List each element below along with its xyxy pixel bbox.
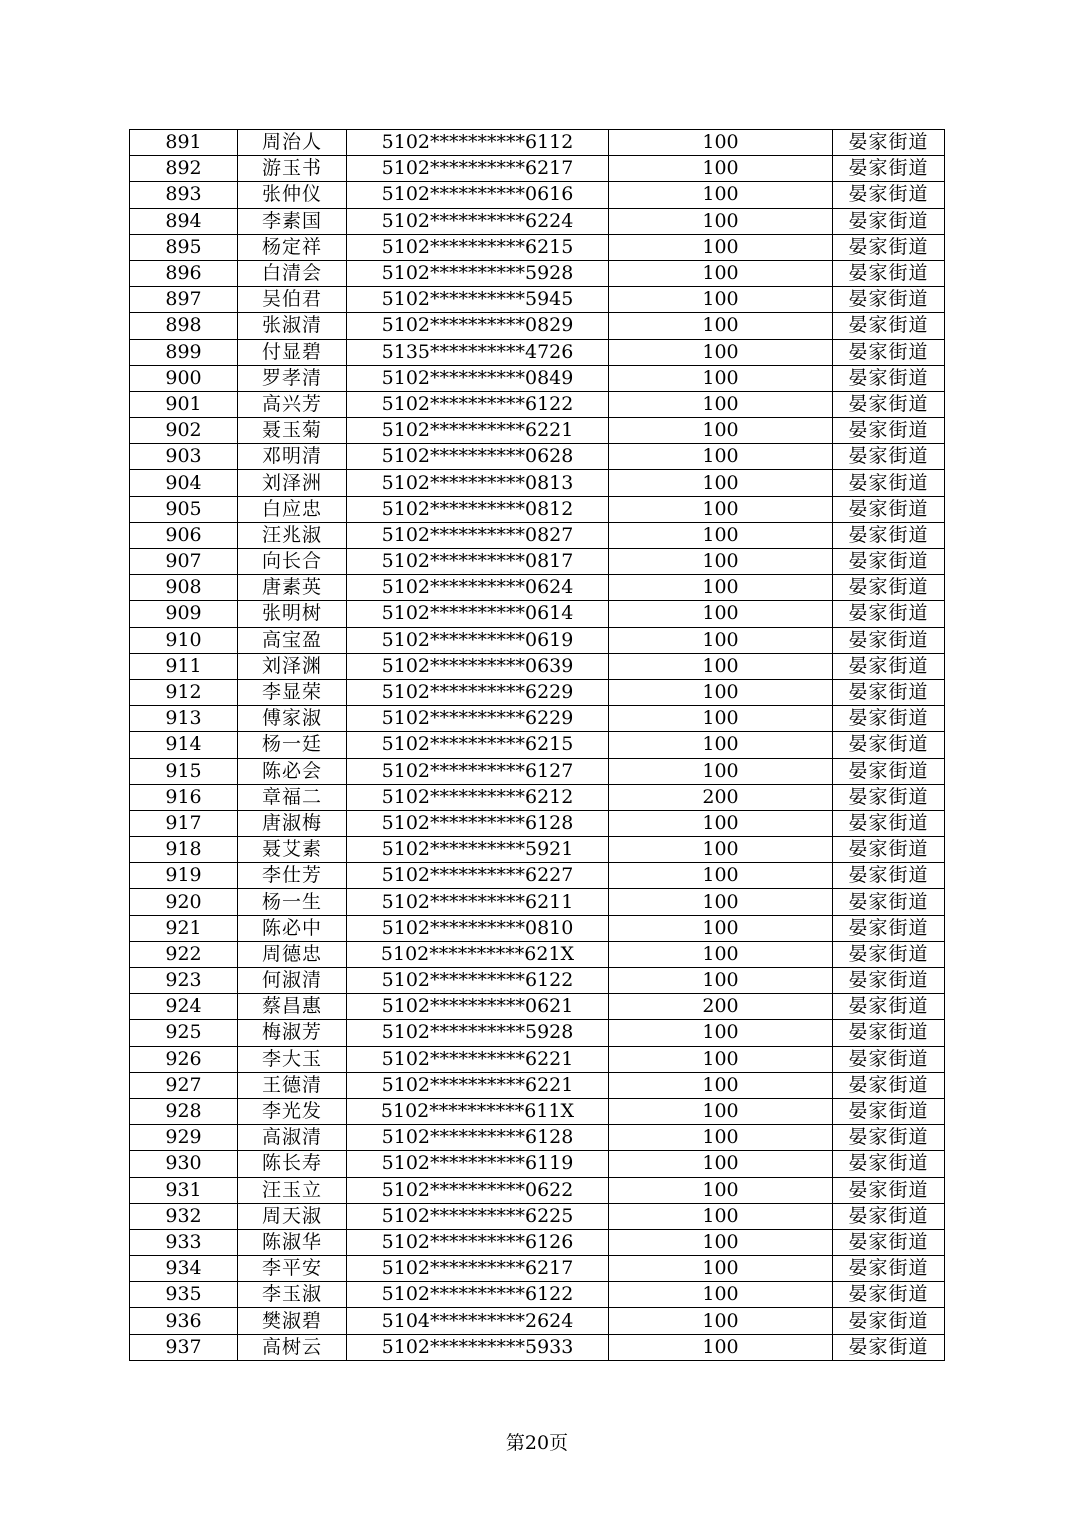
id-number-cell: 5102**********0813 <box>347 470 609 496</box>
amount-cell: 100 <box>609 941 833 967</box>
row-number-cell: 927 <box>130 1072 238 1098</box>
table-row <box>130 130 945 156</box>
table-row <box>130 837 945 863</box>
name-cell: 杨一廷 <box>238 732 347 758</box>
table-row <box>130 444 945 470</box>
row-number-cell: 895 <box>130 234 238 260</box>
table-row <box>130 758 945 784</box>
id-number-cell: 5102**********0619 <box>347 627 609 653</box>
row-number-cell: 933 <box>130 1229 238 1255</box>
id-number-cell: 5102**********6215 <box>347 234 609 260</box>
street-cell: 晏家街道 <box>833 444 945 470</box>
row-number-cell: 934 <box>130 1256 238 1282</box>
amount-cell: 100 <box>609 1125 833 1151</box>
id-number-cell: 5102**********6122 <box>347 968 609 994</box>
table-row <box>130 915 945 941</box>
street-cell: 晏家街道 <box>833 260 945 286</box>
street-cell: 晏家街道 <box>833 313 945 339</box>
amount-cell: 100 <box>609 156 833 182</box>
street-cell: 晏家街道 <box>833 1046 945 1072</box>
row-number-cell: 917 <box>130 810 238 836</box>
name-cell: 刘泽渊 <box>238 653 347 679</box>
amount-cell: 100 <box>609 522 833 548</box>
id-number-cell: 5102**********6229 <box>347 679 609 705</box>
name-cell: 傅家淑 <box>238 706 347 732</box>
row-number-cell: 909 <box>130 601 238 627</box>
id-number-cell: 5102**********0849 <box>347 365 609 391</box>
table-row <box>130 1229 945 1255</box>
amount-cell: 100 <box>609 758 833 784</box>
street-cell: 晏家街道 <box>833 968 945 994</box>
id-number-cell: 5102**********611X <box>347 1098 609 1124</box>
row-number-cell: 924 <box>130 994 238 1020</box>
row-number-cell: 918 <box>130 837 238 863</box>
street-cell: 晏家街道 <box>833 994 945 1020</box>
roster-table-body <box>130 130 945 1361</box>
row-number-cell: 911 <box>130 653 238 679</box>
amount-cell: 200 <box>609 784 833 810</box>
id-number-cell: 5102**********0622 <box>347 1177 609 1203</box>
table-row <box>130 1046 945 1072</box>
street-cell: 晏家街道 <box>833 234 945 260</box>
street-cell: 晏家街道 <box>833 1151 945 1177</box>
street-cell: 晏家街道 <box>833 391 945 417</box>
id-number-cell: 5102**********6212 <box>347 784 609 810</box>
row-number-cell: 925 <box>130 1020 238 1046</box>
row-number-cell: 912 <box>130 679 238 705</box>
id-number-cell: 5102**********0812 <box>347 496 609 522</box>
table-row <box>130 182 945 208</box>
street-cell: 晏家街道 <box>833 339 945 365</box>
street-cell: 晏家街道 <box>833 1282 945 1308</box>
street-cell: 晏家街道 <box>833 496 945 522</box>
id-number-cell: 5102**********6122 <box>347 1282 609 1308</box>
table-row <box>130 679 945 705</box>
street-cell: 晏家街道 <box>833 208 945 234</box>
table-row <box>130 1098 945 1124</box>
street-cell: 晏家街道 <box>833 679 945 705</box>
id-number-cell: 5102**********6221 <box>347 1046 609 1072</box>
name-cell: 邓明清 <box>238 444 347 470</box>
name-cell: 梅淑芳 <box>238 1020 347 1046</box>
row-number-cell: 931 <box>130 1177 238 1203</box>
row-number-cell: 900 <box>130 365 238 391</box>
amount-cell: 100 <box>609 627 833 653</box>
roster-table <box>129 129 945 1361</box>
street-cell: 晏家街道 <box>833 889 945 915</box>
street-cell: 晏家街道 <box>833 470 945 496</box>
id-number-cell: 5102**********6217 <box>347 156 609 182</box>
amount-cell: 100 <box>609 234 833 260</box>
row-number-cell: 928 <box>130 1098 238 1124</box>
street-cell: 晏家街道 <box>833 941 945 967</box>
table-row <box>130 1125 945 1151</box>
table-row <box>130 575 945 601</box>
table-row <box>130 1334 945 1360</box>
name-cell: 汪兆淑 <box>238 522 347 548</box>
name-cell: 周天淑 <box>238 1203 347 1229</box>
name-cell: 李光发 <box>238 1098 347 1124</box>
row-number-cell: 903 <box>130 444 238 470</box>
id-number-cell: 5102**********6225 <box>347 1203 609 1229</box>
amount-cell: 100 <box>609 260 833 286</box>
amount-cell: 100 <box>609 810 833 836</box>
name-cell: 高兴芳 <box>238 391 347 417</box>
amount-cell: 200 <box>609 994 833 1020</box>
name-cell: 白应忠 <box>238 496 347 522</box>
amount-cell: 100 <box>609 496 833 522</box>
amount-cell: 100 <box>609 837 833 863</box>
table-row <box>130 522 945 548</box>
table-row <box>130 968 945 994</box>
street-cell: 晏家街道 <box>833 732 945 758</box>
id-number-cell: 5102**********6221 <box>347 418 609 444</box>
amount-cell: 100 <box>609 706 833 732</box>
table-row <box>130 234 945 260</box>
name-cell: 陈必会 <box>238 758 347 784</box>
row-number-cell: 919 <box>130 863 238 889</box>
name-cell: 张淑清 <box>238 313 347 339</box>
amount-cell: 100 <box>609 1334 833 1360</box>
amount-cell: 100 <box>609 1203 833 1229</box>
street-cell: 晏家街道 <box>833 156 945 182</box>
name-cell: 陈淑华 <box>238 1229 347 1255</box>
id-number-cell: 5102**********5933 <box>347 1334 609 1360</box>
table-row <box>130 391 945 417</box>
street-cell: 晏家街道 <box>833 915 945 941</box>
table-row <box>130 313 945 339</box>
table-row <box>130 653 945 679</box>
street-cell: 晏家街道 <box>833 365 945 391</box>
amount-cell: 100 <box>609 1151 833 1177</box>
row-number-cell: 915 <box>130 758 238 784</box>
row-number-cell: 901 <box>130 391 238 417</box>
street-cell: 晏家街道 <box>833 1334 945 1360</box>
name-cell: 陈长寿 <box>238 1151 347 1177</box>
amount-cell: 100 <box>609 889 833 915</box>
id-number-cell: 5102**********621X <box>347 941 609 967</box>
name-cell: 高宝盈 <box>238 627 347 653</box>
street-cell: 晏家街道 <box>833 1308 945 1334</box>
id-number-cell: 5102**********6126 <box>347 1229 609 1255</box>
amount-cell: 100 <box>609 1256 833 1282</box>
name-cell: 吴伯君 <box>238 287 347 313</box>
row-number-cell: 894 <box>130 208 238 234</box>
amount-cell: 100 <box>609 601 833 627</box>
table-row <box>130 365 945 391</box>
street-cell: 晏家街道 <box>833 837 945 863</box>
row-number-cell: 896 <box>130 260 238 286</box>
name-cell: 白清会 <box>238 260 347 286</box>
id-number-cell: 5102**********5945 <box>347 287 609 313</box>
id-number-cell: 5102**********6122 <box>347 391 609 417</box>
name-cell: 李大玉 <box>238 1046 347 1072</box>
name-cell: 周德忠 <box>238 941 347 967</box>
id-number-cell: 5102**********0829 <box>347 313 609 339</box>
amount-cell: 100 <box>609 365 833 391</box>
street-cell: 晏家街道 <box>833 1020 945 1046</box>
amount-cell: 100 <box>609 287 833 313</box>
name-cell: 聂玉菊 <box>238 418 347 444</box>
row-number-cell: 937 <box>130 1334 238 1360</box>
table-row <box>130 1256 945 1282</box>
name-cell: 章福二 <box>238 784 347 810</box>
name-cell: 李仕芳 <box>238 863 347 889</box>
street-cell: 晏家街道 <box>833 810 945 836</box>
name-cell: 高树云 <box>238 1334 347 1360</box>
id-number-cell: 5102**********6227 <box>347 863 609 889</box>
table-row <box>130 601 945 627</box>
name-cell: 罗孝清 <box>238 365 347 391</box>
table-row <box>130 889 945 915</box>
id-number-cell: 5102**********6112 <box>347 130 609 156</box>
id-number-cell: 5102**********0624 <box>347 575 609 601</box>
row-number-cell: 932 <box>130 1203 238 1229</box>
street-cell: 晏家街道 <box>833 522 945 548</box>
street-cell: 晏家街道 <box>833 653 945 679</box>
id-number-cell: 5104**********2624 <box>347 1308 609 1334</box>
table-row <box>130 1177 945 1203</box>
id-number-cell: 5102**********6215 <box>347 732 609 758</box>
street-cell: 晏家街道 <box>833 1203 945 1229</box>
table-row <box>130 863 945 889</box>
table-row <box>130 994 945 1020</box>
table-row <box>130 810 945 836</box>
id-number-cell: 5102**********0639 <box>347 653 609 679</box>
table-row <box>130 208 945 234</box>
amount-cell: 100 <box>609 1020 833 1046</box>
row-number-cell: 914 <box>130 732 238 758</box>
name-cell: 杨定祥 <box>238 234 347 260</box>
row-number-cell: 906 <box>130 522 238 548</box>
street-cell: 晏家街道 <box>833 418 945 444</box>
table-row <box>130 1151 945 1177</box>
name-cell: 周治人 <box>238 130 347 156</box>
name-cell: 游玉书 <box>238 156 347 182</box>
table-row <box>130 496 945 522</box>
name-cell: 汪玉立 <box>238 1177 347 1203</box>
amount-cell: 100 <box>609 549 833 575</box>
row-number-cell: 926 <box>130 1046 238 1072</box>
row-number-cell: 929 <box>130 1125 238 1151</box>
amount-cell: 100 <box>609 339 833 365</box>
row-number-cell: 913 <box>130 706 238 732</box>
id-number-cell: 5102**********6221 <box>347 1072 609 1098</box>
street-cell: 晏家街道 <box>833 1177 945 1203</box>
page-number: 第20页 <box>505 1432 569 1454</box>
amount-cell: 100 <box>609 653 833 679</box>
amount-cell: 100 <box>609 1229 833 1255</box>
street-cell: 晏家街道 <box>833 758 945 784</box>
table-row <box>130 1020 945 1046</box>
name-cell: 刘泽洲 <box>238 470 347 496</box>
table-row <box>130 941 945 967</box>
id-number-cell: 5102**********6224 <box>347 208 609 234</box>
street-cell: 晏家街道 <box>833 863 945 889</box>
amount-cell: 100 <box>609 391 833 417</box>
amount-cell: 100 <box>609 313 833 339</box>
row-number-cell: 922 <box>130 941 238 967</box>
name-cell: 陈必中 <box>238 915 347 941</box>
amount-cell: 100 <box>609 1046 833 1072</box>
name-cell: 高淑清 <box>238 1125 347 1151</box>
id-number-cell: 5102**********0614 <box>347 601 609 627</box>
amount-cell: 100 <box>609 1072 833 1098</box>
row-number-cell: 898 <box>130 313 238 339</box>
name-cell: 李玉淑 <box>238 1282 347 1308</box>
table-row <box>130 470 945 496</box>
name-cell: 唐淑梅 <box>238 810 347 836</box>
name-cell: 何淑清 <box>238 968 347 994</box>
amount-cell: 100 <box>609 470 833 496</box>
amount-cell: 100 <box>609 444 833 470</box>
name-cell: 樊淑碧 <box>238 1308 347 1334</box>
id-number-cell: 5102**********6128 <box>347 1125 609 1151</box>
row-number-cell: 899 <box>130 339 238 365</box>
row-number-cell: 892 <box>130 156 238 182</box>
street-cell: 晏家街道 <box>833 1256 945 1282</box>
table-row <box>130 549 945 575</box>
id-number-cell: 5102**********0827 <box>347 522 609 548</box>
amount-cell: 100 <box>609 968 833 994</box>
id-number-cell: 5135**********4726 <box>347 339 609 365</box>
id-number-cell: 5102**********0621 <box>347 994 609 1020</box>
table-row <box>130 287 945 313</box>
street-cell: 晏家街道 <box>833 182 945 208</box>
street-cell: 晏家街道 <box>833 575 945 601</box>
row-number-cell: 930 <box>130 1151 238 1177</box>
row-number-cell: 936 <box>130 1308 238 1334</box>
table-row <box>130 706 945 732</box>
id-number-cell: 5102**********0616 <box>347 182 609 208</box>
table-row <box>130 156 945 182</box>
amount-cell: 100 <box>609 1177 833 1203</box>
id-number-cell: 5102**********0628 <box>347 444 609 470</box>
id-number-cell: 5102**********6229 <box>347 706 609 732</box>
amount-cell: 100 <box>609 1098 833 1124</box>
amount-cell: 100 <box>609 863 833 889</box>
name-cell: 张明树 <box>238 601 347 627</box>
name-cell: 付显碧 <box>238 339 347 365</box>
table-row <box>130 260 945 286</box>
amount-cell: 100 <box>609 418 833 444</box>
street-cell: 晏家街道 <box>833 1125 945 1151</box>
row-number-cell: 910 <box>130 627 238 653</box>
name-cell: 王德清 <box>238 1072 347 1098</box>
street-cell: 晏家街道 <box>833 627 945 653</box>
name-cell: 唐素英 <box>238 575 347 601</box>
row-number-cell: 923 <box>130 968 238 994</box>
name-cell: 蔡昌惠 <box>238 994 347 1020</box>
amount-cell: 100 <box>609 130 833 156</box>
row-number-cell: 907 <box>130 549 238 575</box>
row-number-cell: 908 <box>130 575 238 601</box>
street-cell: 晏家街道 <box>833 706 945 732</box>
id-number-cell: 5102**********5928 <box>347 260 609 286</box>
amount-cell: 100 <box>609 732 833 758</box>
table-row <box>130 339 945 365</box>
name-cell: 李素国 <box>238 208 347 234</box>
id-number-cell: 5102**********6128 <box>347 810 609 836</box>
table-row <box>130 784 945 810</box>
street-cell: 晏家街道 <box>833 784 945 810</box>
name-cell: 聂艾素 <box>238 837 347 863</box>
table-row <box>130 627 945 653</box>
id-number-cell: 5102**********6119 <box>347 1151 609 1177</box>
row-number-cell: 891 <box>130 130 238 156</box>
id-number-cell: 5102**********0817 <box>347 549 609 575</box>
row-number-cell: 920 <box>130 889 238 915</box>
row-number-cell: 902 <box>130 418 238 444</box>
table-row <box>130 1282 945 1308</box>
amount-cell: 100 <box>609 679 833 705</box>
id-number-cell: 5102**********0810 <box>347 915 609 941</box>
amount-cell: 100 <box>609 1282 833 1308</box>
name-cell: 张仲仪 <box>238 182 347 208</box>
amount-cell: 100 <box>609 182 833 208</box>
row-number-cell: 935 <box>130 1282 238 1308</box>
id-number-cell: 5102**********6127 <box>347 758 609 784</box>
name-cell: 李显荣 <box>238 679 347 705</box>
name-cell: 向长合 <box>238 549 347 575</box>
street-cell: 晏家街道 <box>833 549 945 575</box>
row-number-cell: 921 <box>130 915 238 941</box>
amount-cell: 100 <box>609 575 833 601</box>
id-number-cell: 5102**********5921 <box>347 837 609 863</box>
amount-cell: 100 <box>609 208 833 234</box>
street-cell: 晏家街道 <box>833 1072 945 1098</box>
table-row <box>130 418 945 444</box>
row-number-cell: 897 <box>130 287 238 313</box>
table-row <box>130 1308 945 1334</box>
street-cell: 晏家街道 <box>833 287 945 313</box>
id-number-cell: 5102**********5928 <box>347 1020 609 1046</box>
table-row <box>130 1072 945 1098</box>
id-number-cell: 5102**********6217 <box>347 1256 609 1282</box>
street-cell: 晏家街道 <box>833 601 945 627</box>
table-row <box>130 732 945 758</box>
name-cell: 李平安 <box>238 1256 347 1282</box>
street-cell: 晏家街道 <box>833 1229 945 1255</box>
row-number-cell: 905 <box>130 496 238 522</box>
row-number-cell: 916 <box>130 784 238 810</box>
street-cell: 晏家街道 <box>833 1098 945 1124</box>
id-number-cell: 5102**********6211 <box>347 889 609 915</box>
amount-cell: 100 <box>609 915 833 941</box>
amount-cell: 100 <box>609 1308 833 1334</box>
row-number-cell: 904 <box>130 470 238 496</box>
street-cell: 晏家街道 <box>833 130 945 156</box>
row-number-cell: 893 <box>130 182 238 208</box>
name-cell: 杨一生 <box>238 889 347 915</box>
table-row <box>130 1203 945 1229</box>
